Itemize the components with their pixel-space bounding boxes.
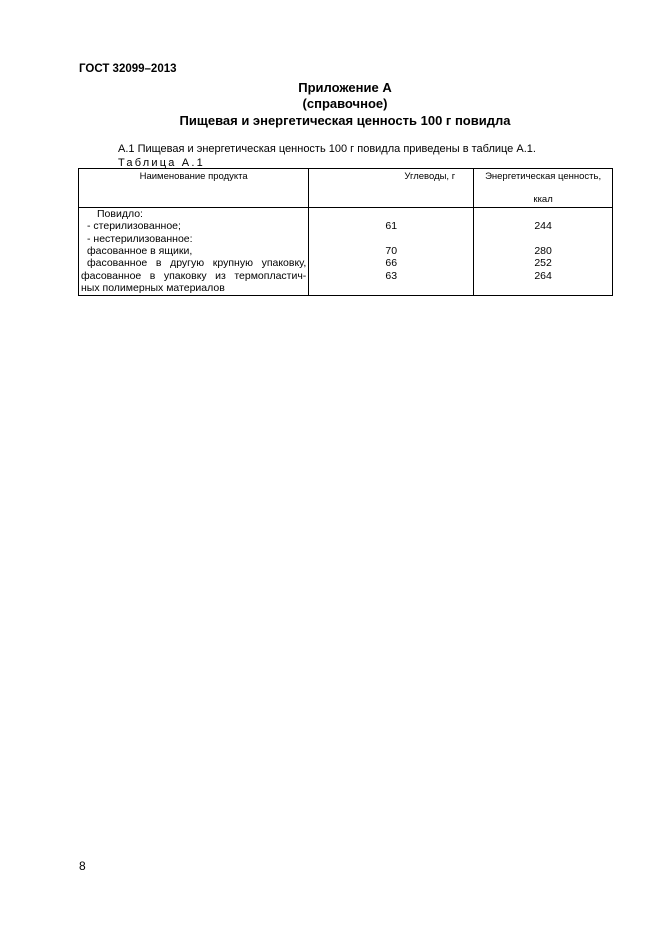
- energy-value: 252: [534, 257, 552, 270]
- carbs-value: 63: [385, 269, 398, 282]
- product-line: ных полимерных материалов: [81, 282, 225, 295]
- product-line: - стерилизованное;: [87, 220, 181, 233]
- table-row: [79, 207, 613, 295]
- header-energy: [474, 169, 613, 208]
- energy-value: [476, 282, 610, 294]
- nutrition-table: [78, 168, 613, 296]
- energy-value: [476, 233, 610, 245]
- header-energy-unit: ккал: [533, 194, 553, 206]
- energy-value: 264: [534, 269, 552, 282]
- product-line: - нестерилизованное:: [87, 232, 193, 245]
- header-energy-label: Энергетическая ценность,: [485, 171, 602, 182]
- energy-value: 244: [534, 220, 552, 233]
- standard-code: ГОСТ 32099–2013: [79, 63, 177, 75]
- table-header-row: [79, 169, 613, 208]
- energy-value: [476, 208, 610, 220]
- carbs-value: 61: [385, 220, 398, 233]
- carbs-value: [311, 233, 471, 245]
- carbs-value: 66: [385, 257, 398, 270]
- carbs-value: [311, 208, 471, 220]
- header-product: Наименование продукта: [79, 169, 309, 208]
- energy-value: 280: [534, 244, 552, 257]
- annex-title: Приложение А: [298, 80, 392, 95]
- product-line: фасованное в другую крупную упаковку,: [87, 257, 307, 270]
- intro-paragraph: А.1 Пищевая и энергетическая ценность 100 г повидла приведены в таблице А.1.: [118, 143, 536, 155]
- annex-subject: Пищевая и энергетическая ценность 100 г повидла: [179, 113, 511, 128]
- table-caption: Таблица А.1: [118, 157, 205, 169]
- product-line: фасованное в упаковку из термопластич-: [81, 269, 307, 282]
- product-line: фасованное в ящики,: [87, 244, 193, 257]
- energy-cell: [474, 207, 613, 295]
- carbs-value: [311, 282, 471, 294]
- header-carbs: Углеводы, г: [309, 169, 474, 208]
- carbs-value: 70: [385, 244, 398, 257]
- product-line: Повидло:: [97, 207, 143, 220]
- product-name-cell: [79, 207, 309, 295]
- annex-status: (справочное): [302, 96, 388, 111]
- page-number: 8: [79, 859, 86, 873]
- carbs-cell: [309, 207, 474, 295]
